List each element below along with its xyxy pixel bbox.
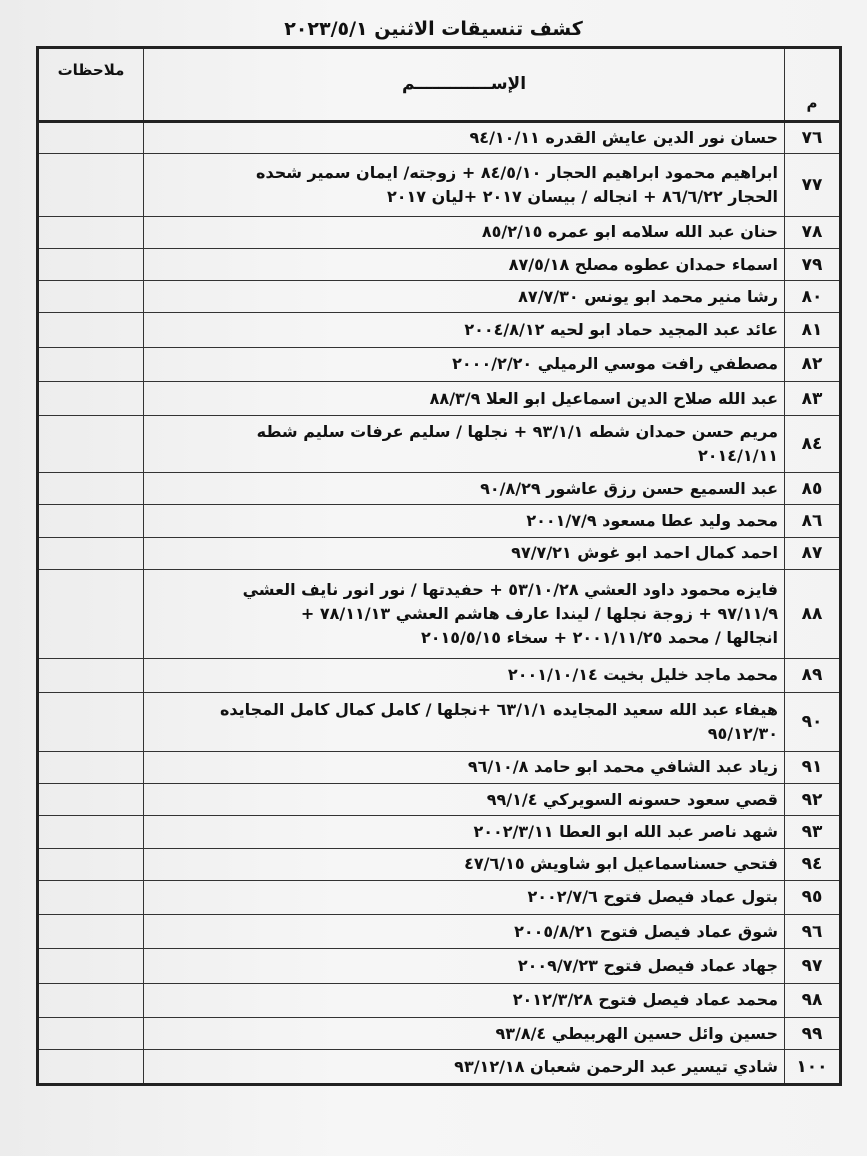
table-row — [38, 1050, 841, 1085]
row-name-line: شهد ناصر عبد الله ابو العطا ٢٠٠٢/٣/١١ — [473, 821, 778, 841]
row-name-line: مريم حسن حمدان شطه ٩٣/١/١ + نجلها / سليم عرفات سليم شطه — [256, 422, 778, 442]
row-number: ٩١ — [785, 751, 841, 783]
row-number: ٧٩ — [785, 248, 841, 280]
page-title: كشف تنسيقات الاثنين ٢٠٢٣/٥/١ — [284, 18, 583, 40]
header-name: الإســـــــــــــم — [144, 48, 785, 122]
row-notes — [38, 216, 144, 248]
row-notes — [38, 347, 144, 381]
row-notes — [38, 693, 144, 752]
row-name-line: بتول عماد فيصل فتوح ٢٠٠٢/٧/٦ — [527, 887, 778, 907]
row-name — [144, 783, 785, 815]
row-name — [144, 880, 785, 914]
row-name-line: هيفاء عبد الله سعيد المجايده ٦٣/١/١ +نجلها / كامل كمال كامل المجايده — [219, 699, 778, 719]
row-number: ٩٠ — [785, 693, 841, 752]
row-name — [144, 154, 785, 217]
row-name-line: احمد كمال احمد ابو غوش ٩٧/٧/٢١ — [511, 543, 778, 563]
row-name — [144, 915, 785, 949]
row-notes — [38, 1050, 144, 1085]
row-name-line: فايزه محمود داود العشي ٥٣/١٠/٢٨ + حفيدتها / نور انور نايف العشي — [242, 579, 778, 599]
row-notes — [38, 537, 144, 569]
row-notes — [38, 473, 144, 505]
row-name — [144, 751, 785, 783]
row-number: ٨٩ — [785, 658, 841, 692]
row-name-line: ابراهيم محمود ابراهيم الحجار ٨٤/٥/١٠ + زوجته/ ايمان سمير شحده — [256, 162, 778, 182]
names-table-body — [38, 48, 841, 1085]
row-name — [144, 848, 785, 880]
row-name-line: جهاد عماد فيصل فتوح ٢٠٠٩/٧/٢٣ — [517, 956, 778, 976]
table-row — [38, 1018, 841, 1050]
table-row — [38, 216, 841, 248]
table-row — [38, 382, 841, 416]
row-name-line: انجالها / محمد ٢٠٠١/١١/٢٥ + سخاء ٢٠١٥/٥/١٥ — [420, 627, 778, 647]
row-notes — [38, 880, 144, 914]
row-name-line: ٩٧/١١/٩ + زوجة نجلها / ليندا عارف هاشم العشي ٧٨/١١/١٣ + — [300, 603, 778, 623]
row-notes — [38, 416, 144, 473]
row-name — [144, 816, 785, 848]
row-name-line: فتحي حسناسماعيل ابو شاويش ٤٧/٦/١٥ — [464, 854, 778, 874]
row-number: ٧٧ — [785, 154, 841, 217]
row-name — [144, 505, 785, 537]
table-header-row — [38, 48, 841, 122]
header-number: م — [785, 48, 841, 122]
row-notes — [38, 154, 144, 217]
row-notes — [38, 949, 144, 983]
row-name — [144, 1050, 785, 1085]
row-notes — [38, 783, 144, 815]
row-name-line: شادي تيسير عبد الرحمن شعبان ٩٣/١٢/١٨ — [454, 1056, 778, 1076]
table-row — [38, 473, 841, 505]
row-number: ٨٨ — [785, 569, 841, 658]
row-number: ٩٦ — [785, 915, 841, 949]
row-name — [144, 949, 785, 983]
row-number: ٩٢ — [785, 783, 841, 815]
row-notes — [38, 505, 144, 537]
table-row — [38, 983, 841, 1017]
table-row — [38, 313, 841, 347]
row-number: ١٠٠ — [785, 1050, 841, 1085]
row-notes — [38, 915, 144, 949]
row-name — [144, 216, 785, 248]
row-notes — [38, 1018, 144, 1050]
table-row — [38, 816, 841, 848]
table-row — [38, 154, 841, 217]
row-name — [144, 537, 785, 569]
row-name — [144, 121, 785, 153]
row-name-line: رشا منير محمد ابو يونس ٨٧/٧/٣٠ — [518, 286, 778, 306]
table-row — [38, 751, 841, 783]
row-notes — [38, 313, 144, 347]
row-name-line: مصطفي رافت موسي الرميلي ٢٠٠٠/٢/٢٠ — [452, 354, 778, 374]
row-name — [144, 248, 785, 280]
row-notes — [38, 281, 144, 313]
names-table — [36, 46, 842, 1086]
row-name-line: اسماء حمدان عطوه مصلح ٨٧/٥/١٨ — [508, 254, 778, 274]
row-number: ٨٢ — [785, 347, 841, 381]
row-notes — [38, 751, 144, 783]
table-row — [38, 121, 841, 153]
row-name-line: الحجار ٨٦/٦/٢٢ + انجاله / بيسان ٢٠١٧ +ليان ٢٠١٧ — [386, 186, 778, 206]
row-notes — [38, 848, 144, 880]
table-row — [38, 693, 841, 752]
table-row — [38, 248, 841, 280]
row-number: ٨٥ — [785, 473, 841, 505]
row-name-line: شوق عماد فيصل فتوح ٢٠٠٥/٨/٢١ — [514, 921, 778, 941]
row-number: ٨٦ — [785, 505, 841, 537]
row-name — [144, 416, 785, 473]
row-notes — [38, 658, 144, 692]
row-number: ٨٤ — [785, 416, 841, 473]
row-name — [144, 1018, 785, 1050]
row-name-line: حسين وائل حسين الهربيطي ٩٣/٨/٤ — [495, 1023, 778, 1043]
row-name — [144, 281, 785, 313]
row-number: ٩٩ — [785, 1018, 841, 1050]
row-name — [144, 983, 785, 1017]
row-number: ٩٨ — [785, 983, 841, 1017]
row-number: ٨٧ — [785, 537, 841, 569]
row-number: ٨٣ — [785, 382, 841, 416]
row-name-line: عبد الله صلاح الدين اسماعيل ابو العلا ٨٨/٣/٩ — [429, 388, 778, 408]
table-row — [38, 949, 841, 983]
row-name — [144, 658, 785, 692]
row-name — [144, 473, 785, 505]
row-name — [144, 569, 785, 658]
row-number: ٨٠ — [785, 281, 841, 313]
row-number: ٩٣ — [785, 816, 841, 848]
row-notes — [38, 816, 144, 848]
row-name — [144, 313, 785, 347]
table-row — [38, 537, 841, 569]
row-number: ٧٦ — [785, 121, 841, 153]
row-number: ٩٤ — [785, 848, 841, 880]
table-row — [38, 347, 841, 381]
row-name-line: محمد وليد عطا مسعود ٢٠٠١/٧/٩ — [526, 510, 778, 530]
table-row — [38, 569, 841, 658]
table-row — [38, 505, 841, 537]
row-name-line: عبد السميع حسن رزق عاشور ٩٠/٨/٢٩ — [480, 478, 778, 498]
table-row — [38, 848, 841, 880]
row-name-line: ٢٠١٤/١/١١ — [697, 446, 778, 466]
row-notes — [38, 248, 144, 280]
row-name-line: حنان عبد الله سلامه ابو عمره ٨٥/٢/١٥ — [481, 222, 778, 242]
row-number: ٧٨ — [785, 216, 841, 248]
row-notes — [38, 382, 144, 416]
row-number: ٩٥ — [785, 880, 841, 914]
row-name-line: قصي سعود حسونه السويركي ٩٩/١/٤ — [486, 789, 778, 809]
row-name-line: محمد عماد فيصل فتوح ٢٠١٢/٣/٢٨ — [512, 990, 778, 1010]
table-row — [38, 915, 841, 949]
row-notes — [38, 121, 144, 153]
row-name-line: حسان نور الدين عايش القدره ٩٤/١٠/١١ — [469, 127, 778, 147]
table-row — [38, 783, 841, 815]
row-name-line: عائد عبد المجيد حماد ابو لحيه ٢٠٠٤/٨/١٢ — [464, 320, 778, 340]
row-name — [144, 382, 785, 416]
row-name-line: زياد عبد الشافي محمد ابو حامد ٩٦/١٠/٨ — [467, 757, 778, 777]
table-row — [38, 880, 841, 914]
row-number: ٩٧ — [785, 949, 841, 983]
row-name — [144, 693, 785, 752]
table-row — [38, 658, 841, 692]
row-name-line: محمد ماجد خليل بخيت ٢٠٠١/١٠/١٤ — [507, 665, 778, 685]
row-name-line: ٩٥/١٢/٣٠ — [707, 723, 778, 743]
header-notes: ملاحظات — [38, 48, 144, 122]
row-name — [144, 347, 785, 381]
row-number: ٨١ — [785, 313, 841, 347]
table-row — [38, 281, 841, 313]
row-notes — [38, 569, 144, 658]
row-notes — [38, 983, 144, 1017]
table-row — [38, 416, 841, 473]
